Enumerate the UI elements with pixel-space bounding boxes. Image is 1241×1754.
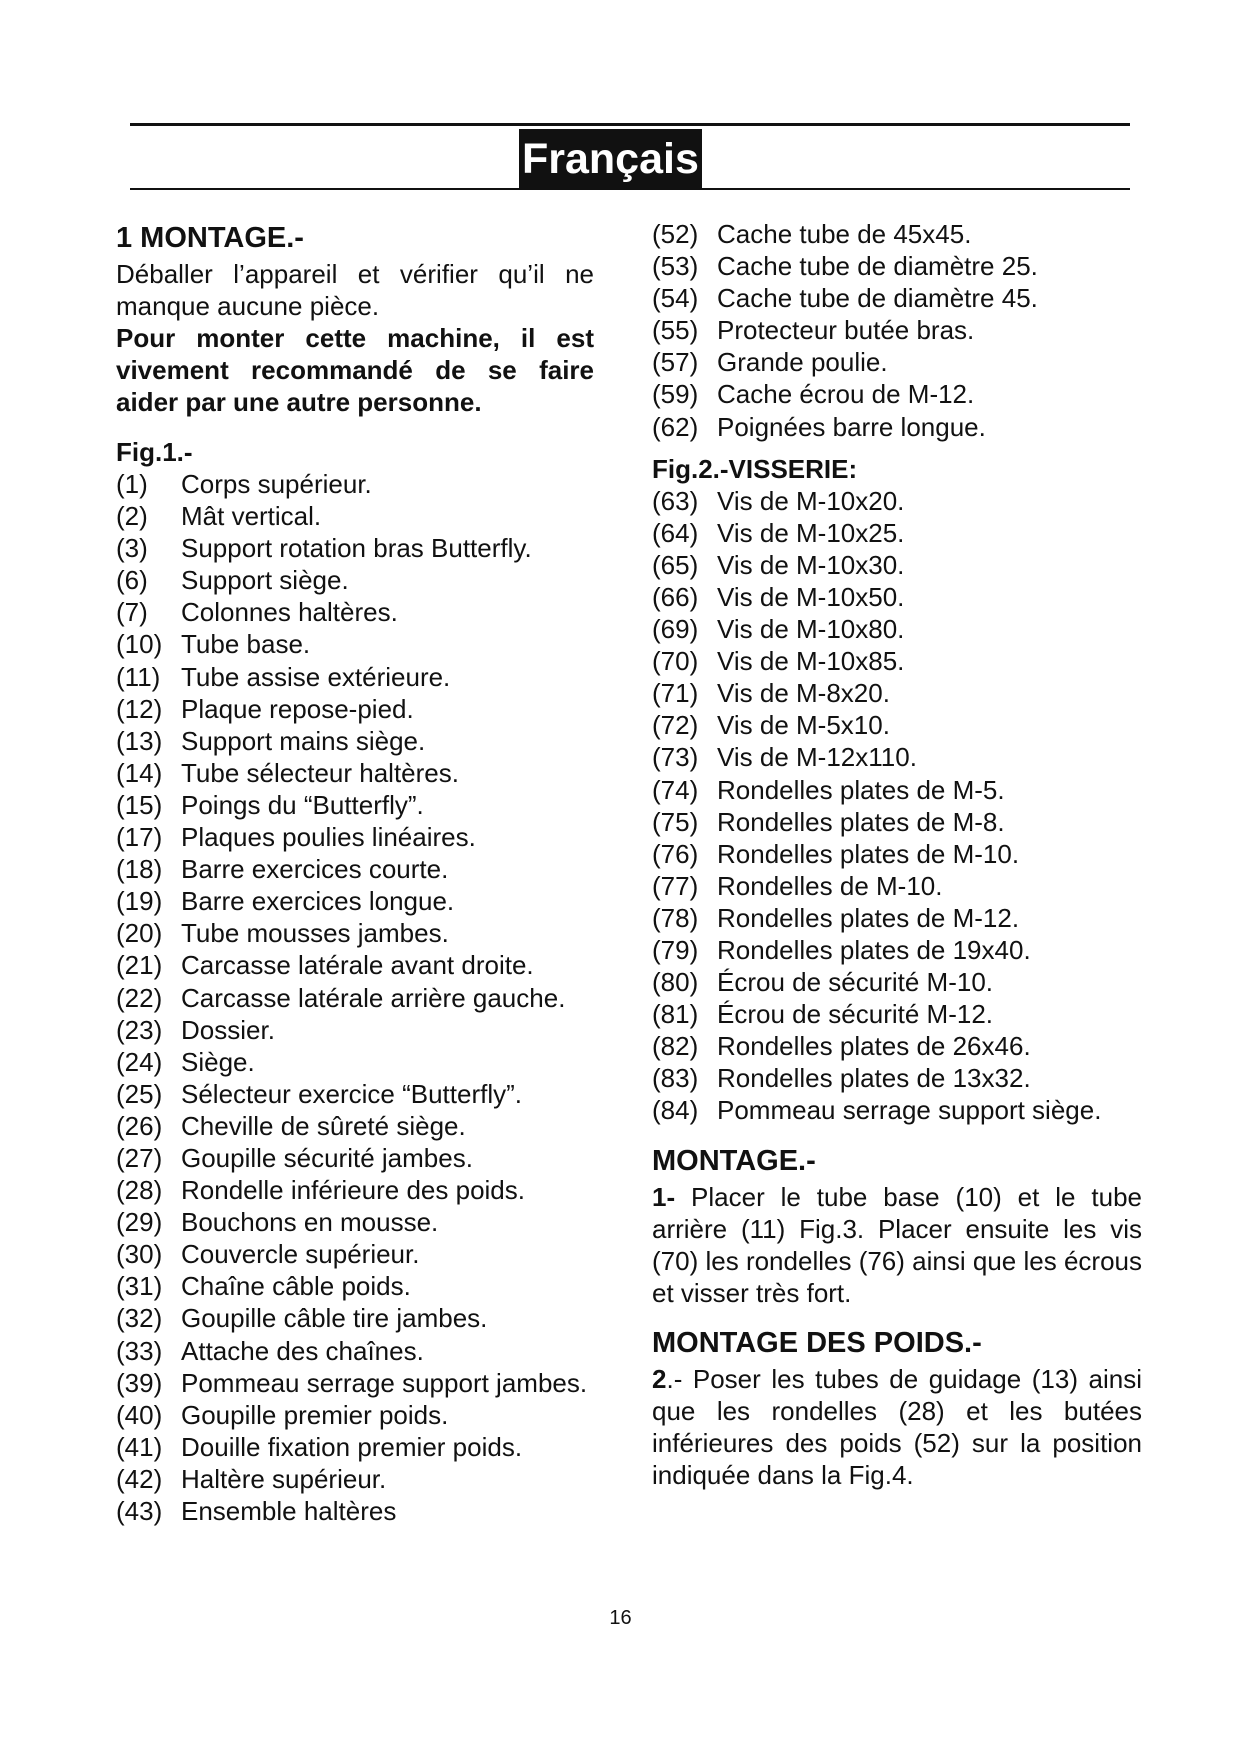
- item-number: (32): [116, 1303, 163, 1334]
- item-number: (64): [652, 517, 699, 548]
- item-text: Rondelles plates de M-10.: [717, 838, 1020, 869]
- item-number: (62): [652, 411, 699, 442]
- item-text: Rondelles plates de 19x40.: [717, 934, 1031, 965]
- item-number: (7): [116, 597, 148, 628]
- step-2-paragraph: [652, 1363, 1142, 1491]
- list-item: [652, 741, 1142, 773]
- item-text: Grande poulie.: [717, 347, 888, 378]
- item-text: Rondelles plates de 26x46.: [717, 1031, 1031, 1062]
- fig1-title: Fig.1.-: [116, 437, 193, 467]
- item-text: Attache des chaînes.: [181, 1335, 424, 1366]
- list-item: [116, 1463, 594, 1495]
- item-number: (80): [652, 967, 699, 998]
- list-item: [116, 1174, 594, 1206]
- list-item: [116, 949, 594, 981]
- list-item: [652, 677, 1142, 709]
- item-text: Vis de M-10x20.: [717, 485, 905, 516]
- item-text: Rondelle inférieure des poids.: [181, 1175, 525, 1206]
- item-text: Barre exercices longue.: [181, 886, 455, 917]
- item-text: Corps supérieur.: [181, 469, 372, 499]
- list-item: [116, 1495, 594, 1527]
- list-item: [116, 532, 594, 564]
- item-text: Cache tube de diamètre 25.: [717, 251, 1038, 282]
- item-number: (12): [116, 693, 163, 724]
- item-number: (30): [116, 1239, 163, 1270]
- section-heading-montage: 1 MONTAGE.-: [116, 222, 304, 254]
- list-item: [116, 757, 594, 789]
- list-item: [652, 709, 1142, 741]
- list-item: [652, 218, 1142, 250]
- item-number: (78): [652, 902, 699, 933]
- item-number: (84): [652, 1095, 699, 1126]
- item-text: Pommeau serrage support siège.: [717, 1095, 1102, 1126]
- list-item: [116, 853, 594, 885]
- step-1-paragraph: [652, 1181, 1142, 1309]
- item-number: (24): [116, 1046, 163, 1077]
- item-number: (15): [116, 789, 163, 820]
- item-number: (33): [116, 1335, 163, 1366]
- item-number: (55): [652, 315, 699, 346]
- list-item: [116, 1270, 594, 1302]
- item-number: (75): [652, 806, 699, 837]
- list-item: [116, 1206, 594, 1238]
- item-text: Rondelles plates de M-5.: [717, 774, 1005, 805]
- item-text: Sélecteur exercice “Butterfly”.: [181, 1078, 523, 1109]
- parts-list-continued: [652, 218, 1142, 443]
- item-text: Vis de M-10x30.: [717, 549, 905, 580]
- item-text: Dossier.: [181, 1014, 275, 1045]
- step-2-number: 2: [652, 1363, 667, 1394]
- list-item: [652, 838, 1142, 870]
- list-item: [116, 917, 594, 949]
- item-number: (59): [652, 379, 699, 410]
- list-item: [116, 596, 594, 628]
- item-text: Support mains siège.: [181, 725, 426, 756]
- item-number: (76): [652, 838, 699, 869]
- list-item: [652, 1062, 1142, 1094]
- list-item: [116, 1046, 594, 1078]
- item-text: Cheville de sûreté siège.: [181, 1110, 466, 1141]
- item-number: (19): [116, 886, 163, 917]
- list-item: [652, 966, 1142, 998]
- step-2-text: .- Poser les tubes de guidage (13) ainsi que les rondelles (28) et les butées inférieures des poids (52) sur la position indiquée dans la Fig.4.: [652, 1363, 1142, 1490]
- item-number: (54): [652, 283, 699, 314]
- list-item: [116, 661, 594, 693]
- section-heading-poids: MONTAGE DES POIDS.-: [652, 1326, 982, 1359]
- item-number: (71): [652, 678, 699, 709]
- header-bottom-rule: [130, 188, 1130, 190]
- item-number: (11): [116, 661, 161, 692]
- item-number: (42): [116, 1463, 163, 1494]
- list-item: [116, 1014, 594, 1046]
- item-number: (81): [652, 999, 699, 1030]
- item-text: Vis de M-10x25.: [717, 517, 905, 548]
- list-item: [652, 517, 1142, 549]
- item-text: Douille fixation premier poids.: [181, 1431, 523, 1462]
- item-number: (66): [652, 581, 699, 612]
- screw-list-fig2: [652, 485, 1142, 1127]
- left-column: [116, 218, 594, 1527]
- item-text: Goupille sécurité jambes.: [181, 1142, 473, 1173]
- list-item: [116, 1367, 594, 1399]
- item-number: (29): [116, 1207, 163, 1238]
- item-number: (52): [652, 219, 699, 249]
- list-item: [116, 1142, 594, 1174]
- item-text: Support rotation bras Butterfly.: [181, 533, 532, 564]
- item-number: (40): [116, 1399, 163, 1430]
- item-text: Tube mousses jambes.: [181, 918, 449, 949]
- intro-paragraph: Déballer l’appareil et vérifier qu’il ne manque aucune pièce.: [116, 259, 594, 321]
- item-number: (69): [652, 614, 699, 645]
- list-item: [116, 1335, 594, 1367]
- item-number: (53): [652, 251, 699, 282]
- language-banner: Français: [519, 129, 702, 189]
- list-item: [116, 982, 594, 1014]
- item-text: Haltère supérieur.: [181, 1463, 387, 1494]
- item-number: (70): [652, 646, 699, 677]
- list-item: [116, 564, 594, 596]
- list-item: [116, 1399, 594, 1431]
- item-text: Rondelles plates de M-12.: [717, 902, 1020, 933]
- list-item: [652, 998, 1142, 1030]
- item-text: Chaîne câble poids.: [181, 1271, 411, 1302]
- item-text: Couvercle supérieur.: [181, 1239, 420, 1270]
- item-number: (21): [116, 950, 163, 981]
- list-item: [652, 902, 1142, 934]
- list-item: [116, 725, 594, 757]
- item-text: Cache écrou de M-12.: [717, 379, 975, 410]
- item-number: (17): [116, 822, 163, 853]
- item-text: Mât vertical.: [181, 501, 322, 532]
- list-item: [116, 500, 594, 532]
- item-number: (63): [652, 485, 699, 516]
- list-item: [652, 1030, 1142, 1062]
- list-item: [116, 1110, 594, 1142]
- item-text: Ensemble haltères: [181, 1496, 397, 1526]
- list-item: [116, 693, 594, 725]
- list-item: [652, 870, 1142, 902]
- item-text: Vis de M-10x50.: [717, 581, 905, 612]
- parts-list-fig1: [116, 468, 594, 1527]
- item-number: (57): [652, 347, 699, 378]
- item-text: Cache tube de diamètre 45.: [717, 283, 1038, 314]
- list-item: [652, 1094, 1142, 1126]
- item-number: (6): [116, 565, 148, 596]
- list-item: [652, 485, 1142, 517]
- list-item: [652, 934, 1142, 966]
- item-text: Vis de M-10x85.: [717, 646, 905, 677]
- item-text: Plaques poulies linéaires.: [181, 822, 476, 853]
- item-number: (2): [116, 501, 148, 532]
- item-number: (20): [116, 918, 163, 949]
- item-number: (43): [116, 1496, 163, 1526]
- item-number: (39): [116, 1367, 163, 1398]
- item-number: (27): [116, 1142, 163, 1173]
- item-text: Vis de M-5x10.: [717, 710, 890, 741]
- item-text: Rondelles plates de 13x32.: [717, 1063, 1031, 1094]
- item-text: Goupille premier poids.: [181, 1399, 449, 1430]
- item-number: (10): [116, 629, 163, 660]
- item-number: (65): [652, 549, 699, 580]
- item-text: Écrou de sécurité M-12.: [717, 999, 994, 1030]
- warning-paragraph: Pour monter cette machine, il est vivement recommandé de se faire aider par une autre personne.: [116, 323, 594, 417]
- item-text: Rondelles de M-10.: [717, 870, 943, 901]
- item-text: Carcasse latérale avant droite.: [181, 950, 534, 981]
- item-text: Siège.: [181, 1046, 255, 1077]
- list-item: [652, 314, 1142, 346]
- item-text: Poignées barre longue.: [717, 411, 986, 442]
- list-item: [652, 282, 1142, 314]
- item-text: Tube sélecteur haltères.: [181, 757, 459, 788]
- step-1-number: 1-: [652, 1181, 676, 1212]
- item-text: Écrou de sécurité M-10.: [717, 967, 994, 998]
- item-number: (74): [652, 774, 699, 805]
- item-number: (26): [116, 1110, 163, 1141]
- item-number: (41): [116, 1431, 163, 1462]
- list-item: [116, 468, 594, 500]
- list-item: [652, 346, 1142, 378]
- item-number: (82): [652, 1031, 699, 1062]
- item-text: Cache tube de 45x45.: [717, 219, 972, 249]
- header-top-rule: [130, 123, 1130, 126]
- item-number: (3): [116, 533, 148, 564]
- item-number: (23): [116, 1014, 163, 1045]
- item-text: Support siège.: [181, 565, 349, 596]
- item-text: Protecteur butée bras.: [717, 315, 975, 346]
- item-text: Poings du “Butterfly”.: [181, 789, 424, 820]
- right-column: [652, 218, 1142, 1491]
- list-item: [652, 581, 1142, 613]
- item-number: (83): [652, 1063, 699, 1094]
- fig2-title: Fig.2.-VISSERIE:: [652, 453, 858, 484]
- item-number: (73): [652, 742, 699, 773]
- item-text: Tube base.: [181, 629, 311, 660]
- list-item: [116, 1238, 594, 1270]
- list-item: [652, 549, 1142, 581]
- item-number: (77): [652, 870, 699, 901]
- list-item: [116, 1431, 594, 1463]
- item-text: Plaque repose-pied.: [181, 693, 414, 724]
- list-item: [652, 645, 1142, 677]
- item-text: Vis de M-8x20.: [717, 678, 890, 709]
- item-number: (31): [116, 1271, 163, 1302]
- list-item: [116, 1078, 594, 1110]
- item-text: Rondelles plates de M-8.: [717, 806, 1005, 837]
- item-number: (1): [116, 469, 148, 499]
- list-item: [116, 885, 594, 917]
- item-text: Goupille câble tire jambes.: [181, 1303, 488, 1334]
- list-item: [116, 628, 594, 660]
- item-number: (25): [116, 1078, 163, 1109]
- item-text: Vis de M-12x110.: [717, 742, 917, 773]
- item-number: (14): [116, 757, 163, 788]
- list-item: [652, 774, 1142, 806]
- item-number: (79): [652, 934, 699, 965]
- item-text: Tube assise extérieure.: [181, 661, 451, 692]
- item-text: Bouchons en mousse.: [181, 1207, 439, 1238]
- item-text: Vis de M-10x80.: [717, 614, 905, 645]
- list-item: [116, 1302, 594, 1334]
- step-1-text: Placer le tube base (10) et le tube arrière (11) Fig.3. Placer ensuite les vis (70) les rondelles (76) ainsi que les écrous et visser très fort.: [652, 1181, 1142, 1308]
- item-number: (72): [652, 710, 699, 741]
- item-text: Colonnes haltères.: [181, 597, 398, 628]
- list-item: [652, 378, 1142, 410]
- list-item: [652, 250, 1142, 282]
- list-item: [116, 821, 594, 853]
- item-text: Carcasse latérale arrière gauche.: [181, 982, 566, 1013]
- item-number: (13): [116, 725, 163, 756]
- list-item: [652, 613, 1142, 645]
- list-item: [652, 411, 1142, 443]
- item-number: (18): [116, 854, 163, 885]
- item-number: (28): [116, 1175, 163, 1206]
- item-text: Pommeau serrage support jambes.: [181, 1367, 588, 1398]
- list-item: [652, 806, 1142, 838]
- section-heading-montage-2: MONTAGE.-: [652, 1144, 816, 1177]
- page-number: 16: [609, 1607, 632, 1629]
- item-text: Barre exercices courte.: [181, 854, 449, 885]
- list-item: [116, 789, 594, 821]
- item-number: (22): [116, 982, 163, 1013]
